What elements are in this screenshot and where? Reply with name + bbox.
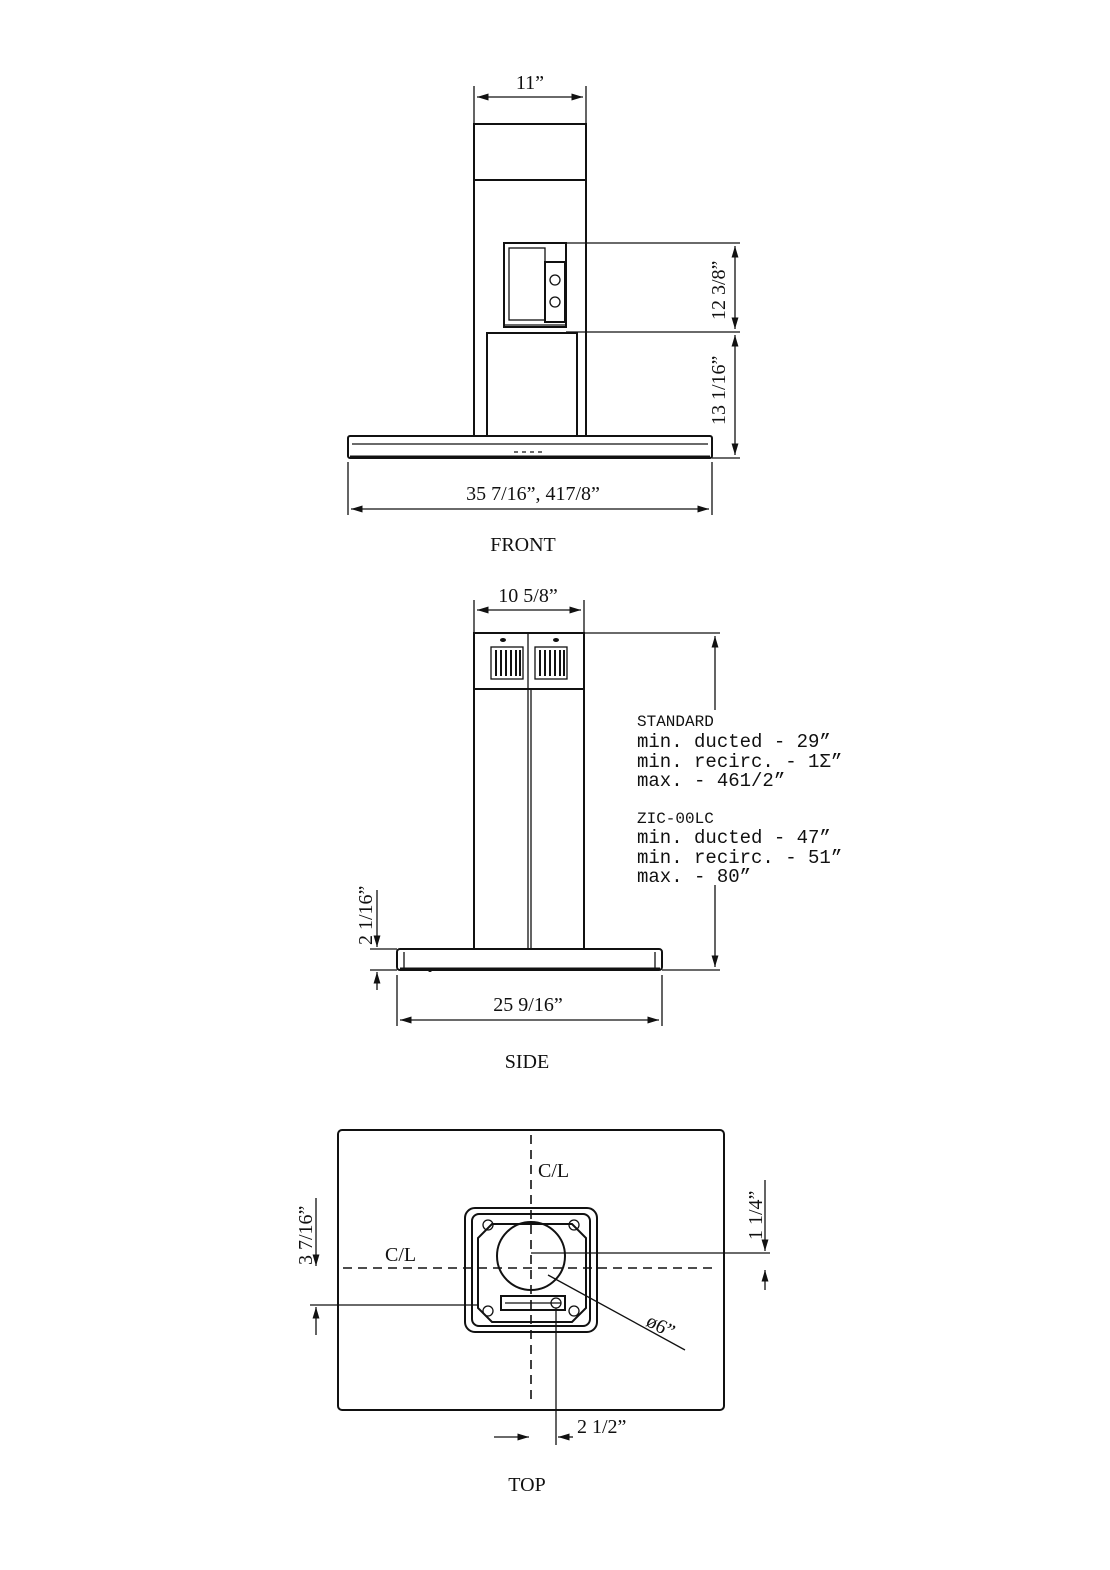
front-view-label: FRONT [490, 534, 556, 556]
side-dim-overall-height [584, 633, 720, 970]
note-standard-min-recirc: min. recirc. - 1Σ” [637, 751, 843, 773]
side-vent-left [491, 647, 523, 679]
front-dim-chimney-width-label: 11” [515, 72, 545, 94]
front-blower-motor [504, 243, 566, 327]
note-standard-min-ducted: min. ducted - 29” [637, 731, 831, 753]
side-dim-hood-depth-label: 25 9/16” [493, 994, 563, 1016]
front-dim-lower-section-label: 13 1/16” [708, 355, 730, 425]
side-vent-right [535, 647, 567, 679]
note-zic-heading: ZIC-00LC [637, 810, 714, 828]
top-dim-right-offset-label: 1 1/4” [745, 1190, 767, 1240]
top-view-label: TOP [508, 1474, 546, 1496]
side-dim-hood-depth [397, 975, 662, 1026]
top-dim-duct-diameter-label: ø6” [642, 1309, 679, 1343]
side-dim-canopy-height-label: 2 1/16” [355, 885, 377, 945]
top-dim-duct-diameter [548, 1275, 685, 1350]
front-dim-right-vertical [566, 243, 740, 458]
front-lower-housing [487, 333, 577, 436]
note-zic-min-ducted: min. ducted - 47” [637, 827, 831, 849]
front-dim-hood-width-label: 35 7/16”, 417/8” [466, 483, 600, 505]
front-view [348, 72, 740, 556]
front-canopy [348, 436, 712, 458]
side-dim-canopy-height [355, 886, 397, 990]
note-standard-heading: STANDARD [637, 713, 714, 731]
top-centerline-vertical-label: C/L [538, 1160, 570, 1182]
front-dim-top-section-label: 12 3/8” [708, 260, 730, 320]
side-dim-chimney-depth [474, 585, 584, 633]
front-chimney [474, 124, 586, 436]
top-dim-left-offset-label: 3 7/16” [295, 1205, 317, 1265]
side-canopy [397, 949, 662, 972]
top-view [295, 1130, 770, 1496]
note-standard-max: max. - 461/2” [637, 770, 786, 792]
side-view [355, 585, 842, 1073]
side-chimney [474, 633, 584, 949]
note-zic-min-recirc: min. recirc. - 51” [637, 847, 843, 869]
front-dim-hood-width [348, 462, 712, 515]
side-dim-chimney-depth-label: 10 5/8” [498, 585, 558, 607]
side-view-label: SIDE [504, 1051, 550, 1073]
top-dim-right-offset [531, 1180, 770, 1290]
top-dim-left-offset [295, 1198, 478, 1335]
top-centerline-horizontal-label: C/L [385, 1244, 417, 1266]
front-dim-chimney-width [474, 72, 586, 124]
top-dim-bottom-offset-label: 2 1/2” [577, 1416, 627, 1438]
side-height-notes [637, 713, 842, 888]
note-zic-max: max. - 80” [637, 866, 752, 888]
top-dim-bottom-offset [494, 1308, 626, 1445]
